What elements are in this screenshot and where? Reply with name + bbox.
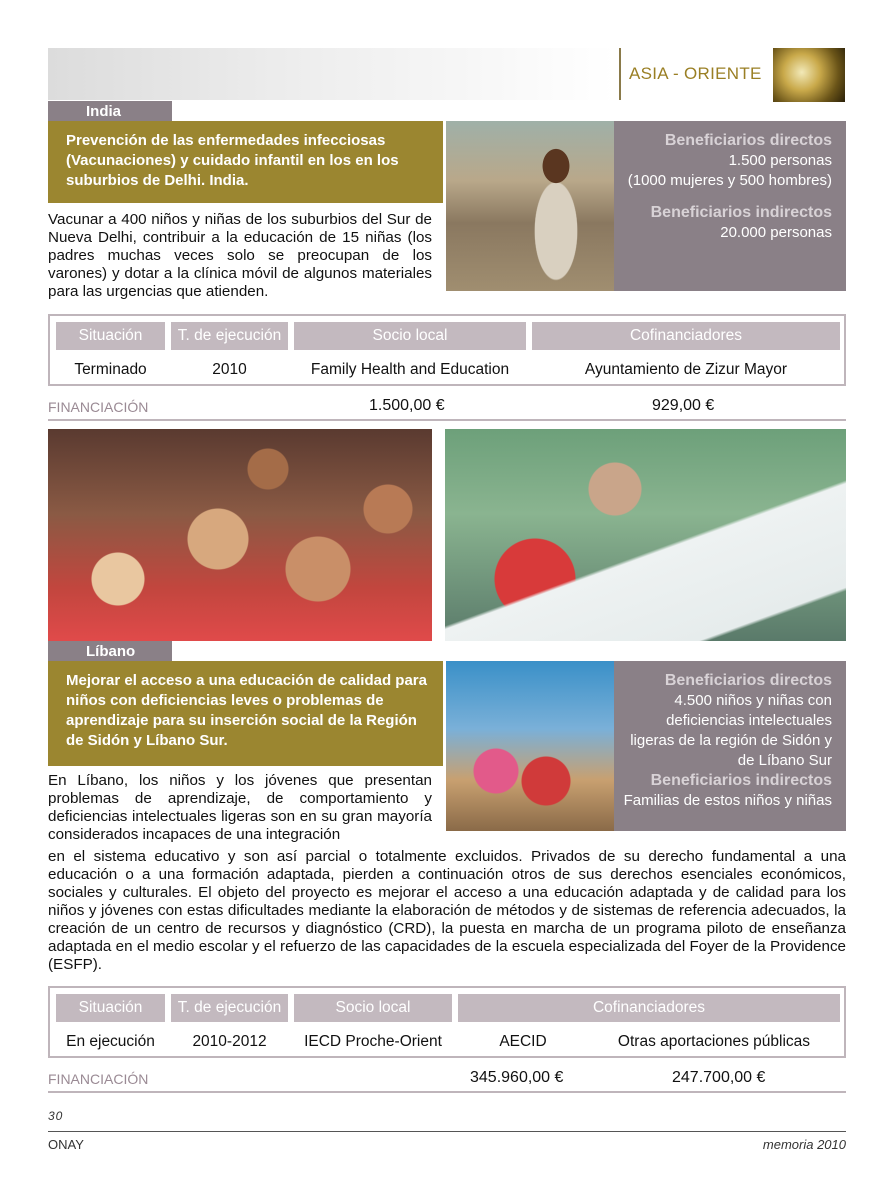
cell-ejecucion: 2010 (212, 361, 247, 378)
project-description-libano-top: En Líbano, los niños y los jóvenes que presentan problemas de aprendizaje, de comportamiento y deficiencias intelectuales ligeras son en su gran mayoría considerados incapaces de una integración (48, 772, 432, 843)
benef-direct-detail: (1000 mujeres y 500 hombres) (627, 172, 832, 189)
footer-publication: memoria 2010 (762, 1137, 846, 1152)
benef-indirect-value: 20.000 personas (720, 224, 832, 241)
photo-children-at-table (446, 661, 614, 831)
header-band (48, 48, 616, 100)
project-title-india: Prevención de las enfermedades infecciosas (Vacunaciones) y cuidado infantil en los en los suburbios de Delhi. India. (48, 121, 443, 203)
photo-group-of-children (48, 429, 432, 641)
header-cofinanciadores: Cofinanciadores (458, 994, 840, 1022)
header-ejecucion: T. de ejecución (171, 994, 288, 1022)
header-divider (619, 48, 621, 100)
cell-socio-local: IECD Proche-Orient (304, 1033, 442, 1050)
financing-amount-india-1: 1.500,00 € (369, 397, 445, 414)
financing-rule (48, 419, 846, 421)
header-situacion: Situación (56, 994, 165, 1022)
cell-cofinanciador-1: AECID (499, 1033, 547, 1050)
header-socio-local: Socio local (294, 994, 452, 1022)
benef-indirect-label: Beneficiarios indirectos (650, 204, 832, 221)
financing-amount-libano-2: 247.700,00 € (672, 1069, 766, 1086)
financing-rule (48, 1091, 846, 1093)
benef-direct-label: Beneficiarios directos (664, 672, 832, 689)
cell-socio-local: Family Health and Education (310, 361, 510, 378)
benef-direct-value: 4.500 niños y niñas con deficiencias intelectuales ligeras de la región de Sidón y de Líbano Sur (630, 692, 832, 769)
cell-situacion: Terminado (74, 361, 147, 378)
financing-amount-libano-1: 345.960,00 € (470, 1069, 564, 1086)
region-title: ASIA - ORIENTE (629, 64, 762, 83)
country-tab-india: India (48, 101, 172, 121)
beneficiaries-box-india (614, 121, 846, 291)
project-title-libano: Mejorar el acceso a una educación de calidad para niños con deficiencias leves o problemas de aprendizaje para su inserción social de la Región de Sidón y Líbano Sur. (48, 661, 443, 766)
page-number: 30 (48, 1109, 64, 1123)
project-description-libano-bottom: en el sistema educativo y son así parcial o totalmente excluidos. Privados de su derecho fundamental a una educación o a una formación adaptada, pierden a continuación otros de sus derechos esenciales económicos, sociales y culturales. El objeto del proyecto es mejorar el acceso a una educación adaptada y de calidad para los niños y jóvenes con estas dificultades mediante la elaboración de métodos y de sistemas de referencia adecuados, la creación de un centro de recursos y diagnóstico (CRD), la puesta en marcha de un programa piloto de enseñanza adaptada en el medio escolar y el refuerzo de las capacidades de la escuela especializada del Foyer de la Providence (ESFP). (48, 848, 846, 973)
project-description-india: Vacunar a 400 niños y niñas de los suburbios del Sur de Nueva Delhi, contribuir a la educación de 15 niñas (los padres muchas veces solo se preocupan de los varones) y dotar a la clínica móvil de algunos materiales para las urgencias que atienden. (48, 211, 432, 300)
header-cofinanciadores: Cofinanciadores (532, 322, 840, 350)
footer-rule (48, 1131, 846, 1132)
header-ejecucion: T. de ejecución (171, 322, 288, 350)
country-tab-libano: Líbano (48, 641, 172, 661)
photo-woman-and-child (446, 121, 614, 291)
project-table-india (48, 314, 846, 386)
header-decorative-image (773, 48, 845, 102)
cell-cofinanciadores: Ayuntamiento de Zizur Mayor (584, 361, 788, 378)
beneficiaries-box-libano (614, 661, 846, 831)
cell-cofinanciador-2: Otras aportaciones públicas (617, 1033, 811, 1050)
footer-org: ONAY (48, 1137, 84, 1152)
financing-amount-india-2: 929,00 € (652, 397, 715, 414)
benef-indirect-label: Beneficiarios indirectos (650, 772, 832, 789)
header-situacion: Situación (56, 322, 165, 350)
photo-classroom (445, 429, 846, 641)
benef-direct-label: Beneficiarios directos (664, 132, 832, 149)
benef-indirect-value: Familias de estos niños y niñas (623, 792, 832, 809)
financing-label-india: FINANCIACIÓN (48, 399, 149, 415)
benef-direct-value: 1.500 personas (728, 152, 832, 169)
header-socio-local: Socio local (294, 322, 526, 350)
cell-situacion: En ejecución (66, 1033, 155, 1050)
cell-ejecucion: 2010-2012 (192, 1033, 267, 1050)
project-table-libano (48, 986, 846, 1058)
financing-label-libano: FINANCIACIÓN (48, 1071, 149, 1087)
